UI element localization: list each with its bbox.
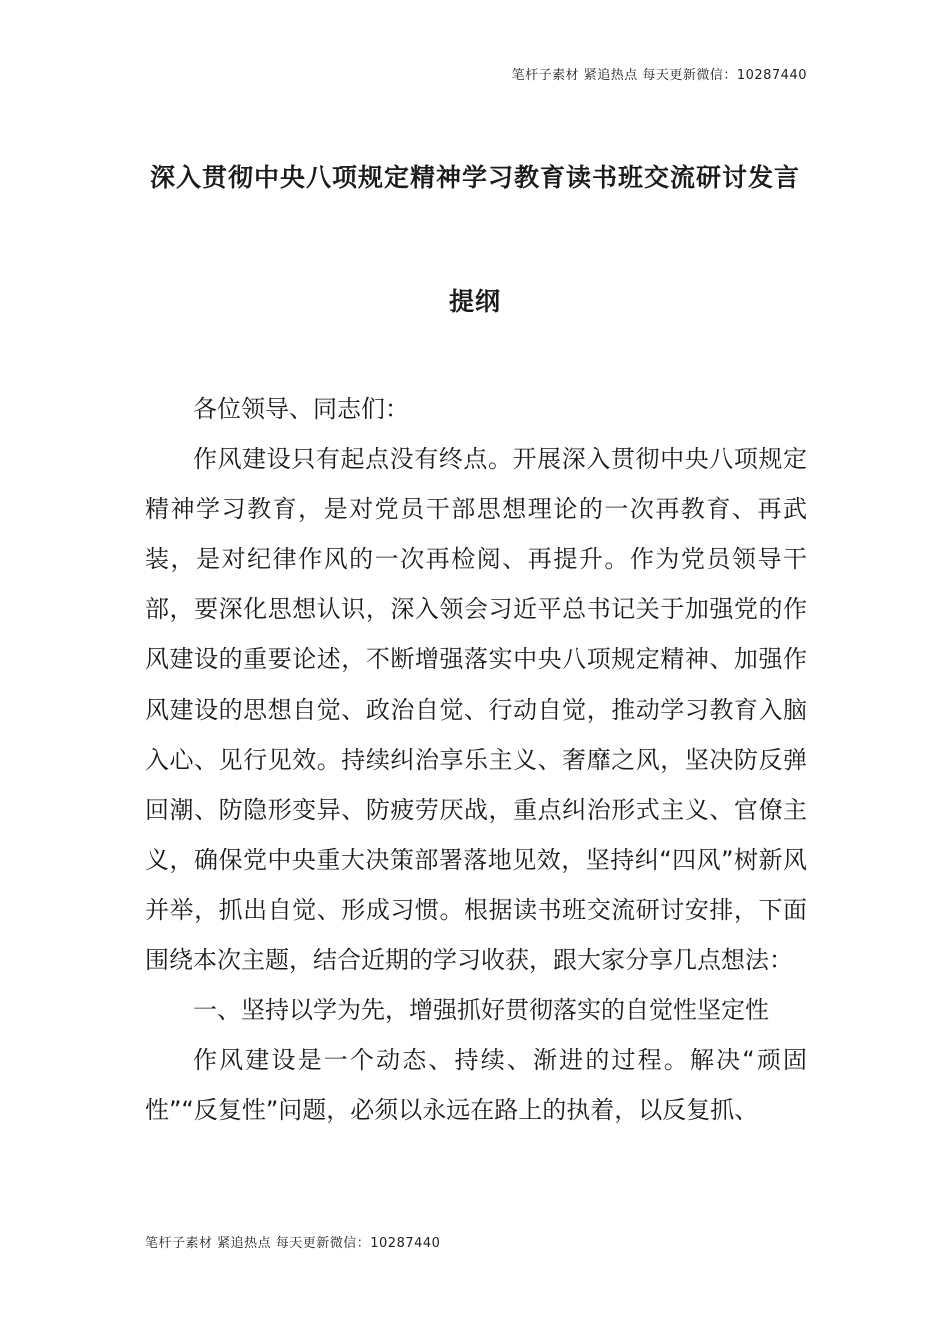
document-title-line-1: 深入贯彻中央八项规定精神学习教育读书班交流研讨发言 [149,163,800,192]
header-watermark-note: 笔杆子素材 紧追热点 每天更新微信：10287440 [511,68,807,83]
paragraph-section-1: 作风建设是一个动态、持续、渐进的过程。解决“顽固性”“反复性”问题，必须以永远在路上的执着，以反复抓、 [145,1046,807,1125]
section-heading-1: 一、坚持以学为先，增强抓好贯彻落实的自觉性坚定性 [193,996,769,1025]
document-title-line-2: 提纲 [448,287,501,316]
footer-watermark-note: 笔杆子素材 紧追热点 每天更新微信：10287440 [145,1236,441,1251]
paragraph-intro: 作风建设只有起点没有终点。开展深入贯彻中央八项规定精神学习教育，是对党员干部思想理论的一次再教育、再武装，是对纪律作风的一次再检阅、再提升。作为党员领导干部，要深化思想认识，深入领会习近平总书记关于加强党的作风建设的重要论述，不断增强落实中央八项规定精神、加强作风建设的思想自觉、政治自觉、行动自觉，推动学习教育入脑入心、见行见效。持续纠治享乐主义、奢靡之风，坚决防反弹回潮、防隐形变异、防疲劳厌战，重点纠治形式主义、官僚主义，确保党中央重大决策部署落地见效，坚持纠“四风”树新风并举，抓出自觉、形成习惯。根据读书班交流研讨安排，下面围绕本次主题，结合近期的学习收获，跟大家分享几点想法： [145,445,807,975]
paragraph-salutation: 各位领导、同志们： [193,395,409,423]
document-body [145,384,807,1135]
